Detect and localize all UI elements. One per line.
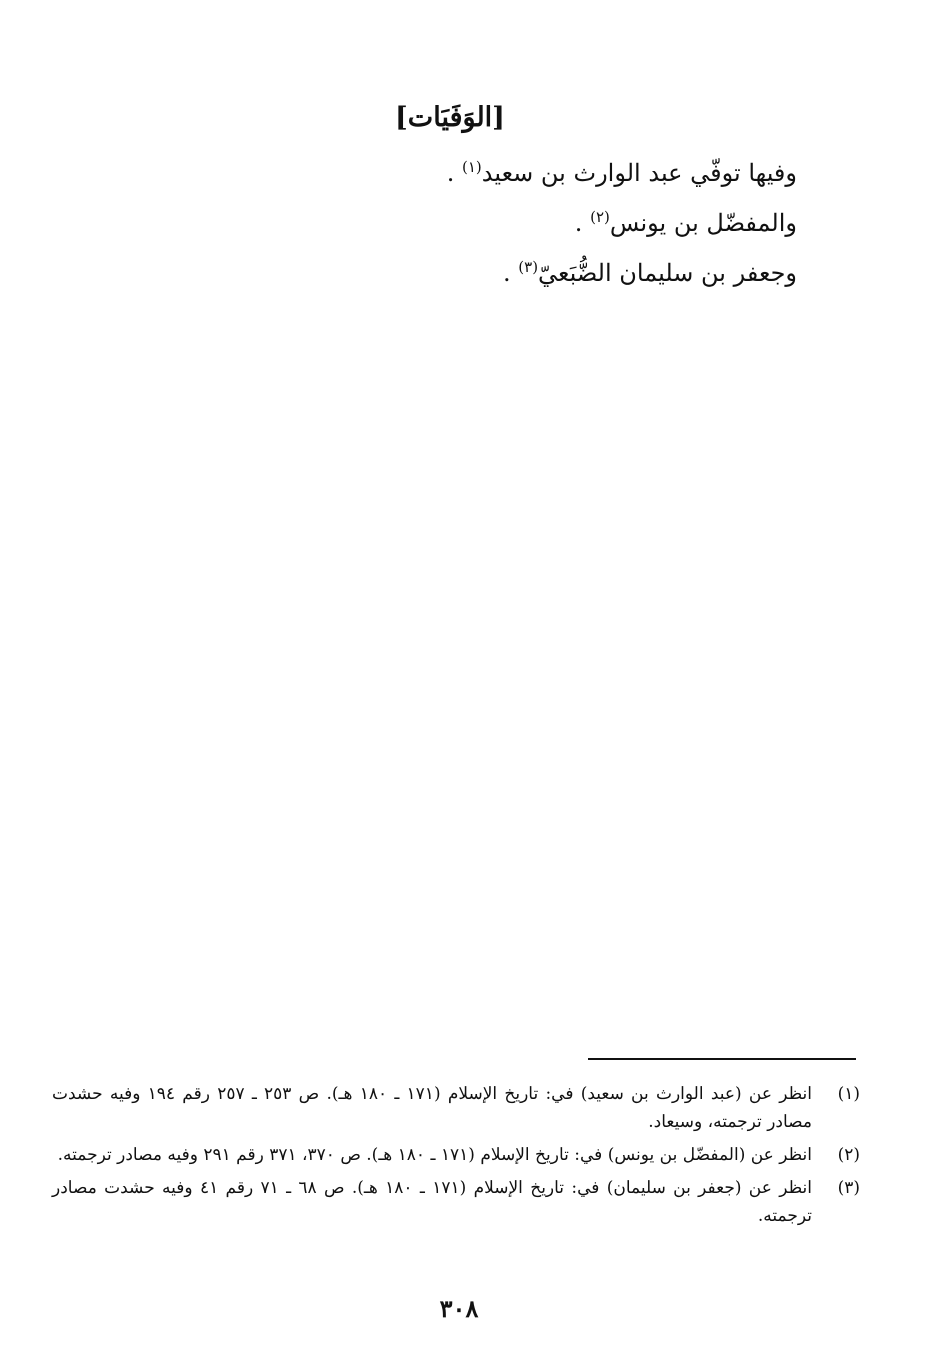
death-entry-text: والمفضّل بن يونس bbox=[609, 209, 797, 237]
death-entry-end: . bbox=[502, 259, 511, 287]
deaths-list bbox=[297, 148, 797, 298]
section-heading: [الوَفَيَات] bbox=[395, 102, 505, 133]
footnote-reference[interactable]: (١) bbox=[461, 158, 482, 176]
footnote bbox=[52, 1080, 860, 1136]
death-entry-end: . bbox=[574, 209, 583, 237]
death-entry-text: وجعفر بن سليمان الضُّبَعيّ bbox=[538, 259, 797, 287]
footnote-number: (٢) bbox=[837, 1145, 860, 1165]
footnote-reference[interactable]: (٢) bbox=[590, 208, 610, 226]
footnote-text: انظر عن (عبد الوارث بن سعيد) في: تاريخ الإسلام (١٧١ ـ ١٨٠ هـ). ص ٢٥٣ ـ ٢٥٧ رقم ١٩٤ وفيه حشدت مصادر ترجمته، وسيعاد. bbox=[52, 1084, 812, 1132]
footnotes bbox=[52, 1080, 860, 1235]
footnote-reference[interactable]: (٣) bbox=[518, 258, 539, 276]
footnote bbox=[52, 1174, 860, 1230]
death-entry-end: . bbox=[446, 159, 455, 187]
footnote-text: انظر عن (المفضّل بن يونس) في: تاريخ الإسلام (١٧١ ـ ١٨٠ هـ). ص ٣٧٠، ٣٧١ رقم ٢٩١ وفيه مصادر ترجمته. bbox=[57, 1145, 812, 1165]
footnote-number: (٣) bbox=[837, 1178, 860, 1198]
death-entry bbox=[297, 248, 797, 298]
death-entry bbox=[297, 198, 797, 248]
footnote-number: (١) bbox=[837, 1084, 860, 1104]
page-number: ٣٠٨ bbox=[439, 1294, 479, 1323]
death-entry bbox=[297, 148, 797, 198]
footnote-divider bbox=[588, 1058, 856, 1060]
footnote-text: انظر عن (جعفر بن سليمان) في: تاريخ الإسلام (١٧١ ـ ١٨٠ هـ). ص ٦٨ ـ ٧١ رقم ٤١ وفيه حشدت مصادر ترجمته. bbox=[52, 1178, 812, 1226]
death-entry-text: وفيها توفّي عبد الوارث بن سعيد bbox=[481, 159, 797, 187]
footnote bbox=[52, 1141, 860, 1169]
